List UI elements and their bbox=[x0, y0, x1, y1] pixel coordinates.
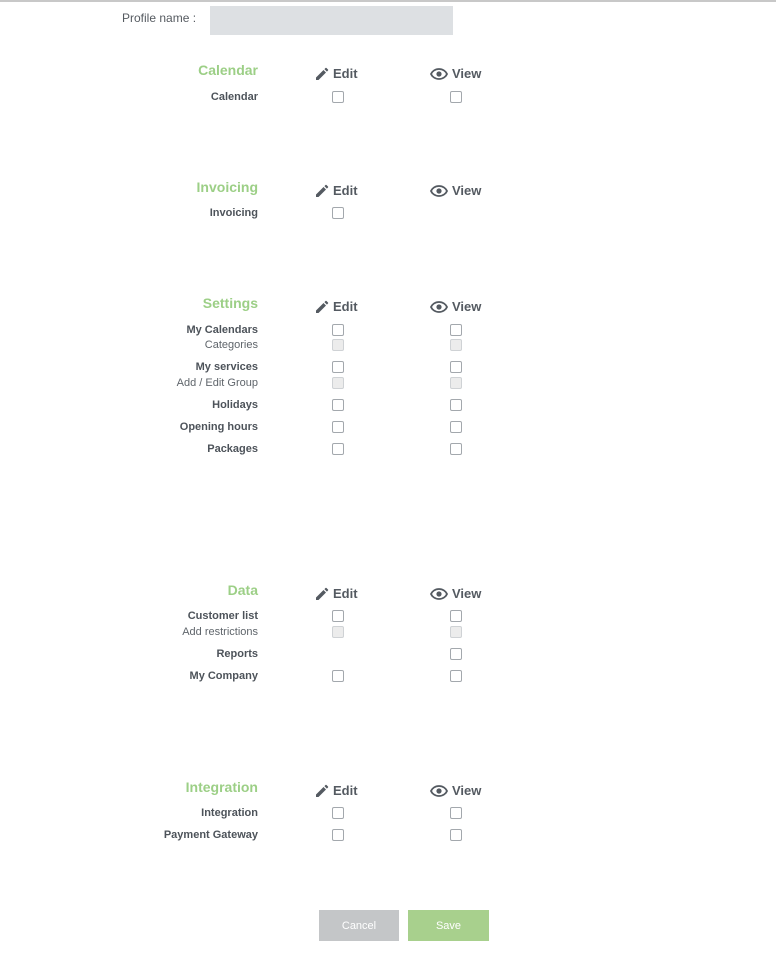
permission-label-categories: Categories bbox=[204, 339, 258, 351]
section-title-integration: Integration bbox=[185, 779, 258, 795]
payment-gateway-view-checkbox[interactable] bbox=[450, 829, 462, 841]
packages-view-checkbox[interactable] bbox=[450, 443, 462, 455]
my-company-view-checkbox[interactable] bbox=[450, 670, 462, 682]
edit-column-label: Edit bbox=[333, 299, 358, 314]
opening-hours-view-checkbox[interactable] bbox=[450, 421, 462, 433]
edit-column-header bbox=[315, 183, 358, 198]
permission-label-opening-hours: Opening hours bbox=[179, 421, 258, 433]
add-restrictions-view-checkbox bbox=[450, 626, 462, 638]
section-title-invoicing: Invoicing bbox=[196, 179, 258, 195]
add-edit-group-edit-checkbox bbox=[332, 377, 344, 389]
view-column-label: View bbox=[452, 586, 482, 601]
view-column-header bbox=[430, 783, 481, 798]
view-column-label: View bbox=[452, 783, 482, 798]
eye-icon bbox=[430, 68, 448, 80]
view-column-label: View bbox=[452, 66, 482, 81]
categories-edit-checkbox bbox=[332, 339, 344, 351]
permission-label-add-edit-group: Add / Edit Group bbox=[176, 377, 258, 389]
profile-name-label: Profile name : bbox=[122, 11, 197, 25]
opening-hours-edit-checkbox[interactable] bbox=[332, 421, 344, 433]
edit-column-label: Edit bbox=[333, 66, 358, 81]
save-button[interactable]: Save bbox=[408, 910, 489, 941]
permission-label-invoicing: Invoicing bbox=[209, 207, 258, 219]
edit-column-label: Edit bbox=[333, 586, 358, 601]
eye-icon bbox=[430, 785, 448, 797]
edit-column-header bbox=[315, 66, 358, 81]
holidays-view-checkbox[interactable] bbox=[450, 399, 462, 411]
edit-column-label: Edit bbox=[333, 183, 358, 198]
section-title-settings: Settings bbox=[202, 295, 258, 311]
my-services-edit-checkbox[interactable] bbox=[332, 361, 344, 373]
integration-view-checkbox[interactable] bbox=[450, 807, 462, 819]
view-column-label: View bbox=[452, 183, 482, 198]
permission-label-holidays: Holidays bbox=[212, 399, 258, 411]
packages-edit-checkbox[interactable] bbox=[332, 443, 344, 455]
calendar-edit-checkbox[interactable] bbox=[332, 91, 344, 103]
pencil-icon bbox=[315, 784, 329, 798]
edit-column-label: Edit bbox=[333, 783, 358, 798]
permission-label-my-services: My services bbox=[195, 361, 258, 373]
view-column-header bbox=[430, 586, 481, 601]
edit-column-header bbox=[315, 586, 358, 601]
calendar-view-checkbox[interactable] bbox=[450, 91, 462, 103]
my-calendars-view-checkbox[interactable] bbox=[450, 324, 462, 336]
pencil-icon bbox=[315, 184, 329, 198]
permission-label-packages: Packages bbox=[207, 443, 258, 455]
edit-column-header bbox=[315, 783, 358, 798]
cancel-button[interactable]: Cancel bbox=[319, 910, 399, 941]
section-title-data: Data bbox=[227, 582, 258, 598]
my-calendars-edit-checkbox[interactable] bbox=[332, 324, 344, 336]
view-column-header bbox=[430, 299, 481, 314]
add-restrictions-edit-checkbox bbox=[332, 626, 344, 638]
payment-gateway-edit-checkbox[interactable] bbox=[332, 829, 344, 841]
section-title-calendar: Calendar bbox=[198, 62, 258, 78]
customer-list-edit-checkbox[interactable] bbox=[332, 610, 344, 622]
top-border bbox=[0, 0, 776, 2]
permission-label-reports: Reports bbox=[216, 648, 258, 660]
add-edit-group-view-checkbox bbox=[450, 377, 462, 389]
permission-label-customer-list: Customer list bbox=[187, 610, 258, 622]
view-column-header bbox=[430, 66, 481, 81]
invoicing-edit-checkbox[interactable] bbox=[332, 207, 344, 219]
my-services-view-checkbox[interactable] bbox=[450, 361, 462, 373]
permission-label-payment-gateway: Payment Gateway bbox=[163, 829, 258, 841]
permission-label-add-restrictions: Add restrictions bbox=[182, 626, 258, 638]
eye-icon bbox=[430, 185, 448, 197]
eye-icon bbox=[430, 301, 448, 313]
permission-label-integration: Integration bbox=[201, 807, 258, 819]
view-column-header bbox=[430, 183, 481, 198]
permission-label-my-calendars: My Calendars bbox=[186, 324, 258, 336]
view-column-label: View bbox=[452, 299, 482, 314]
eye-icon bbox=[430, 588, 448, 600]
pencil-icon bbox=[315, 67, 329, 81]
holidays-edit-checkbox[interactable] bbox=[332, 399, 344, 411]
integration-edit-checkbox[interactable] bbox=[332, 807, 344, 819]
pencil-icon bbox=[315, 300, 329, 314]
categories-view-checkbox bbox=[450, 339, 462, 351]
customer-list-view-checkbox[interactable] bbox=[450, 610, 462, 622]
permission-label-calendar: Calendar bbox=[210, 91, 258, 103]
my-company-edit-checkbox[interactable] bbox=[332, 670, 344, 682]
pencil-icon bbox=[315, 587, 329, 601]
reports-view-checkbox[interactable] bbox=[450, 648, 462, 660]
edit-column-header bbox=[315, 299, 358, 314]
permission-label-my-company: My Company bbox=[189, 670, 258, 682]
profile-name-input[interactable] bbox=[210, 6, 453, 35]
